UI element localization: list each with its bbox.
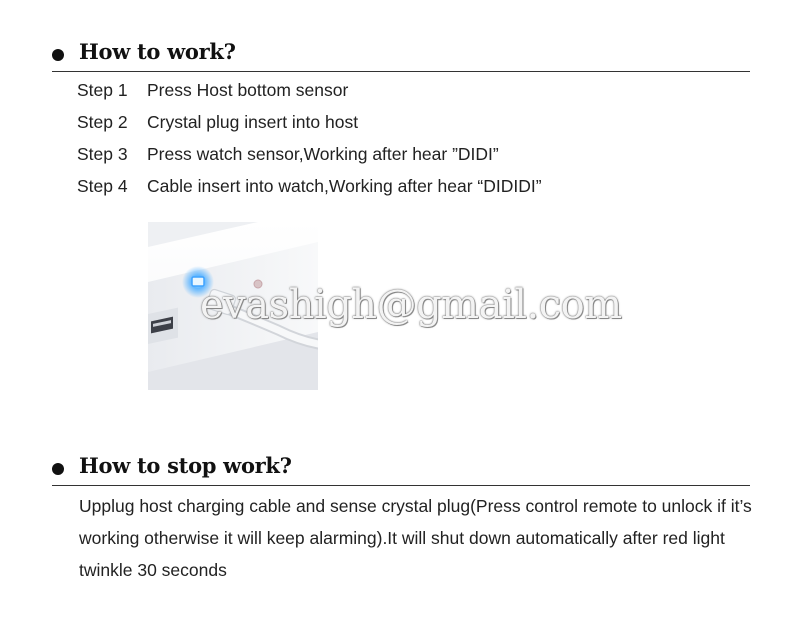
how-to-stop-heading bbox=[52, 451, 750, 486]
step-number: Step 4 bbox=[77, 176, 128, 196]
step-item bbox=[77, 144, 542, 176]
steps-list bbox=[77, 80, 542, 208]
email-watermark: evashigh@gmail.com bbox=[200, 282, 622, 328]
step-item bbox=[77, 176, 542, 208]
step-text: Press Host bottom sensor bbox=[147, 80, 349, 100]
section-title: How to work? bbox=[79, 39, 236, 64]
step-number: Step 1 bbox=[77, 80, 128, 100]
step-text: Press watch sensor,Working after hear ”DIDI” bbox=[147, 144, 499, 164]
bullet-icon bbox=[52, 463, 64, 475]
step-number: Step 2 bbox=[77, 112, 128, 132]
step-item bbox=[77, 112, 542, 144]
step-text: Cable insert into watch,Working after hear “DIDIDI” bbox=[147, 176, 542, 196]
step-item bbox=[77, 80, 542, 112]
section-title: How to stop work? bbox=[79, 453, 292, 478]
step-text: Crystal plug insert into host bbox=[147, 112, 359, 132]
step-number: Step 3 bbox=[77, 144, 128, 164]
bullet-icon bbox=[52, 49, 64, 61]
stop-instructions: Upplug host charging cable and sense crystal plug(Press control remote to unlock if it’s working otherwise it will keep alarming).It will shut down automatically after red light twinkle 30 seconds bbox=[79, 496, 752, 580]
how-to-work-heading bbox=[52, 37, 750, 72]
